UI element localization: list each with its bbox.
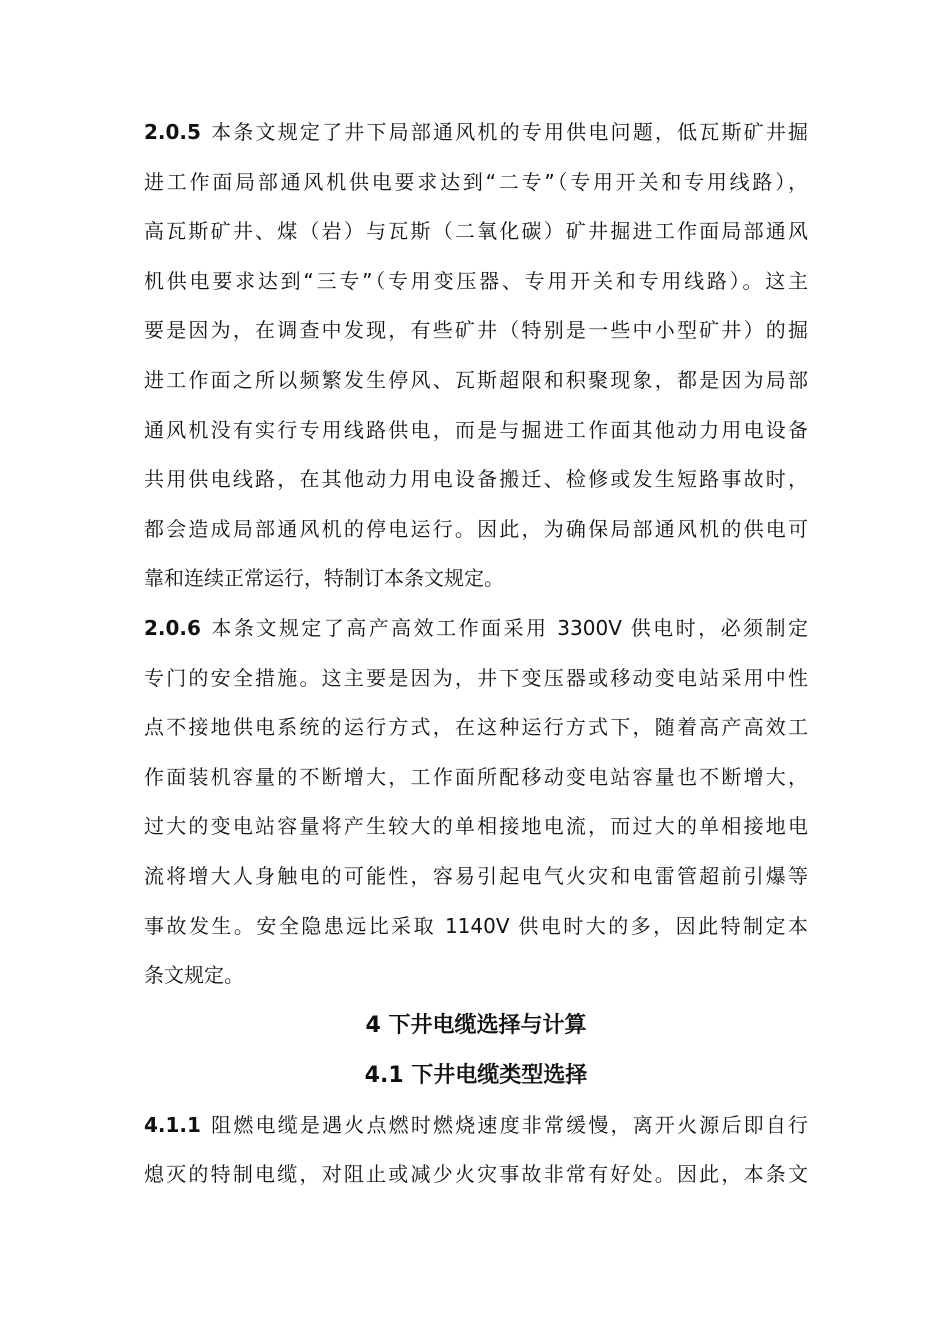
text-line: 机供电要求达到“三专”（专用变压器、专用开关和专用线路）。这主 [144, 268, 808, 293]
paragraph-2-0-6 [144, 604, 808, 1001]
section-heading: 4.1 下井电缆类型选择 [364, 1062, 588, 1088]
text-line: 高瓦斯矿井、煤（岩）与瓦斯（二氧化碳）矿井掘进工作面局部通风 [144, 219, 808, 244]
text-line: 专门的安全措施。这主要是因为，井下变压器或移动变电站采用中性 [144, 665, 808, 690]
text-line: 要是因为，在调查中发现，有些矿井（特别是一些中小型矿井）的掘 [144, 318, 808, 343]
text-line: 作面装机容量的不断增大，工作面所配移动变电站容量也不断增大， [144, 764, 808, 789]
clause-number: 2.0.5 [144, 120, 201, 144]
text-line: 条文规定。 [144, 963, 244, 988]
text-line: 点不接地供电系统的运行方式，在这种运行方式下，随着高产高效工 [144, 715, 808, 740]
text-line: 进工作面局部通风机供电要求达到“二专”（专用开关和专用线路）， [144, 169, 808, 194]
clause-number: 2.0.6 [144, 615, 201, 640]
text-line: 都会造成局部通风机的停电运行。因此，为确保局部通风机的供电可 [144, 516, 808, 541]
paragraph-2-0-5 [144, 108, 808, 604]
text-line: 2.0.5 本条文规定了井下局部通风机的专用供电问题，低瓦斯矿井掘 [144, 120, 808, 144]
text-line: 4.1.1 阻燃电缆是遇火点燃时燃烧速度非常缓慢，离开火源后即自行 [144, 1112, 808, 1137]
clause-number: 4.1.1 [144, 1112, 201, 1137]
chapter-heading: 4 下井电缆选择与计算 [365, 1012, 587, 1038]
text-line: 靠和连续正常运行，特制订本条文规定。 [144, 566, 504, 591]
text-line: 熄灭的特制电缆，对阻止或减少火灾事故非常有好处。因此，本条文 [144, 1162, 808, 1187]
text-line: 共用供电线路，在其他动力用电设备搬迁、检修或发生短路事故时， [144, 467, 808, 492]
text-line: 过大的变电站容量将产生较大的单相接地电流，而过大的单相接地电 [144, 814, 808, 839]
text-line: 事故发生。安全隐患远比采取 1140V 供电时大的多，因此特制定本 [144, 913, 808, 938]
document-page [144, 108, 808, 1200]
text-line: 流将增大人身触电的可能性，容易引起电气火灾和电雷管超前引爆等 [144, 863, 808, 888]
paragraph-4-1-1 [144, 1101, 808, 1200]
text-line: 进工作面之所以频繁发生停风、瓦斯超限和积聚现象，都是因为局部 [144, 367, 808, 392]
text-line: 2.0.6 本条文规定了高产高效工作面采用 3300V 供电时，必须制定 [144, 615, 808, 640]
text-line: 通风机没有实行专用线路供电，而是与掘进工作面其他动力用电设备 [144, 417, 808, 442]
